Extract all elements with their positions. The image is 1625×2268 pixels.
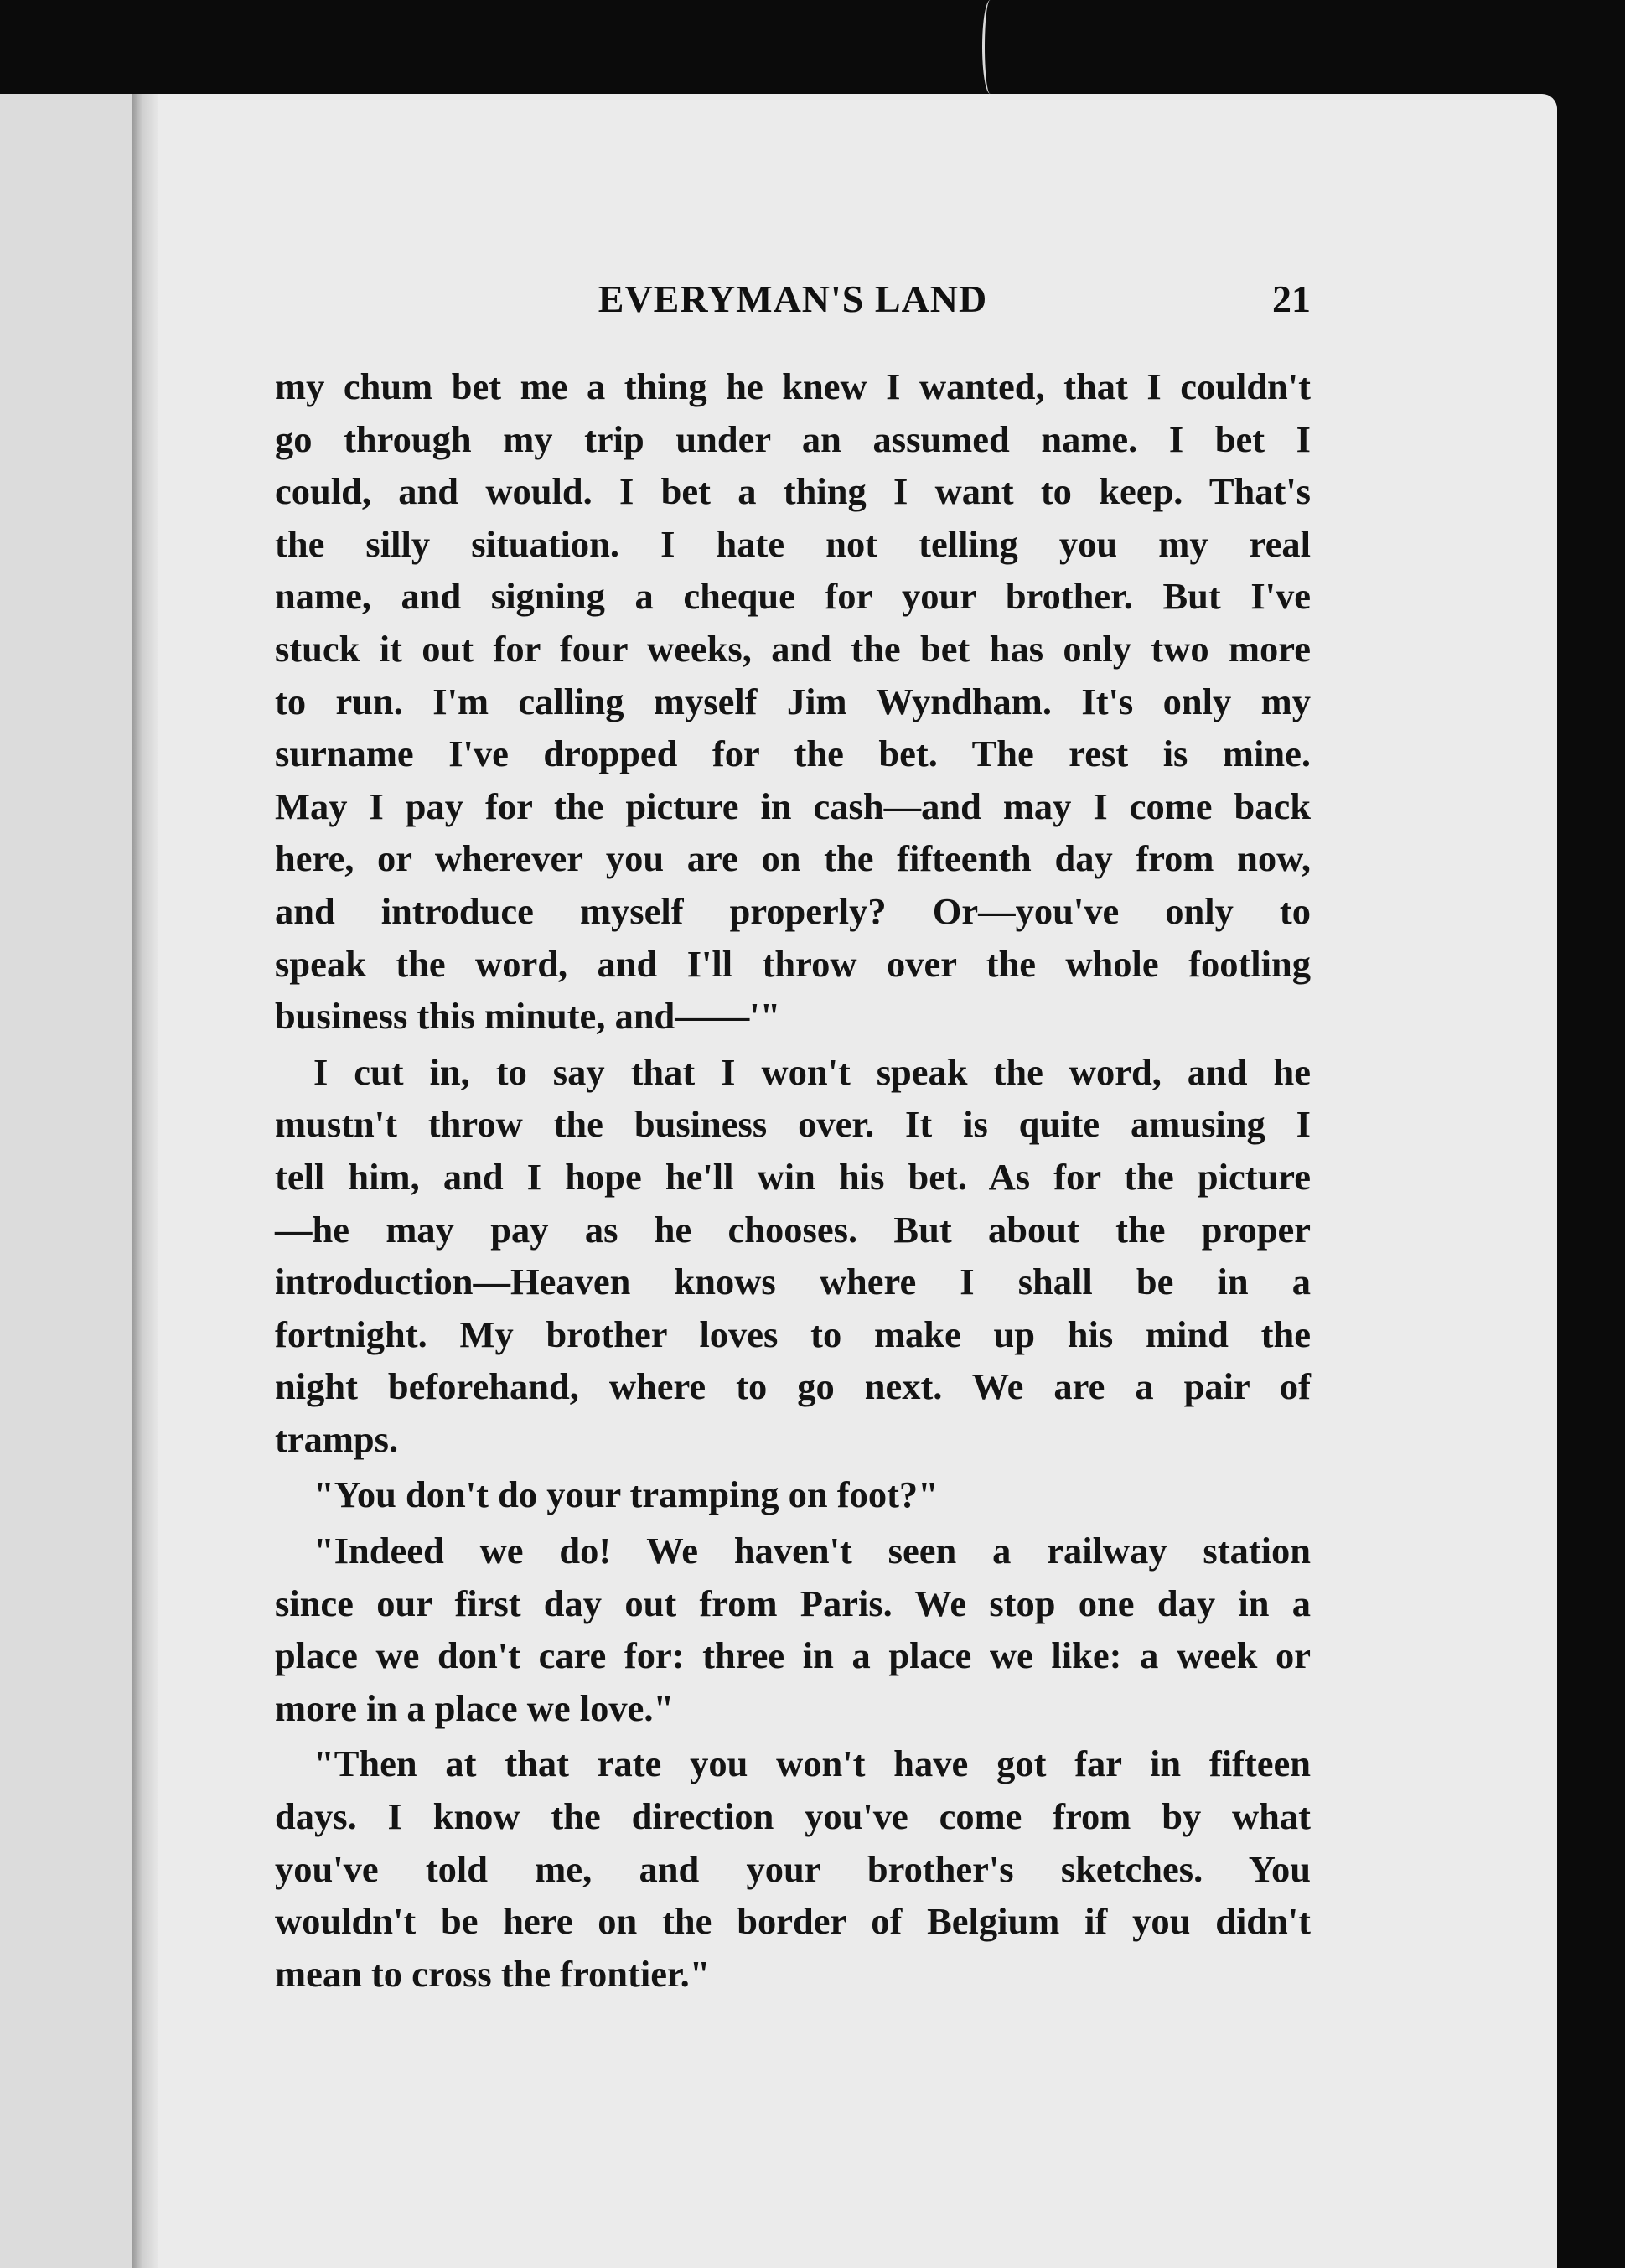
text-line: stuck it out for four weeks, and the bet has only two more bbox=[275, 627, 1311, 670]
text-line: tell him, and I hope he'll win his bet. As for the picture bbox=[275, 1155, 1311, 1198]
text-line: here, or wherever you are on the fifteenth day from now, bbox=[275, 837, 1311, 880]
text-line: my chum bet me a thing he knew I wanted, that I couldn't bbox=[275, 365, 1311, 407]
text-line: to run. I'm calling myself Jim Wyndham. It's only my bbox=[275, 680, 1311, 722]
page-number: 21 bbox=[1272, 277, 1311, 320]
text-line: days. I know the direction you've come from by what bbox=[275, 1795, 1311, 1838]
text-line: since our first day out from Paris. We stop one day in a bbox=[275, 1582, 1311, 1624]
text-line: mean to cross the frontier." bbox=[275, 1952, 711, 1995]
text-line: more in a place we love." bbox=[275, 1686, 675, 1729]
text-line: place we don't care for: three in a place we like: a week or bbox=[275, 1634, 1311, 1677]
text-line: go through my trip under an assumed name. I bet I bbox=[275, 417, 1311, 460]
text-line: speak the word, and I'll throw over the whole footling bbox=[275, 942, 1311, 985]
text-line: could, and would. I bet a thing I want to keep. That's bbox=[275, 470, 1311, 513]
text-line: —he may pay as he chooses. But about the proper bbox=[275, 1208, 1311, 1251]
text-line: the silly situation. I hate not telling you my real bbox=[275, 522, 1311, 565]
text-line: name, and signing a cheque for your brother. But I've bbox=[275, 575, 1311, 618]
text-line: night beforehand, where to go next. We are a pair of bbox=[275, 1365, 1311, 1408]
text-line: business this minute, and——'" bbox=[275, 995, 781, 1038]
running-head: EVERYMAN'S LAND bbox=[598, 277, 988, 320]
text-line: "You don't do your tramping on foot?" bbox=[313, 1473, 939, 1516]
facing-page-edge bbox=[0, 94, 132, 2268]
text-line: May I pay for the picture in cash—and may I come back bbox=[275, 784, 1311, 827]
page-gutter bbox=[132, 94, 158, 2268]
text-line: you've told me, and your brother's sketches. You bbox=[275, 1847, 1311, 1890]
text-line: tramps. bbox=[275, 1417, 399, 1460]
body-text bbox=[275, 360, 1311, 2000]
text-line: fortnight. My brother loves to make up his mind the bbox=[275, 1313, 1311, 1355]
text-line: wouldn't be here on the border of Belgium if you didn't bbox=[275, 1900, 1311, 1943]
page-header bbox=[275, 277, 1311, 335]
text-line: surname I've dropped for the bet. The rest is mine. bbox=[275, 733, 1311, 775]
text-line: and introduce myself properly? Or—you've only to bbox=[275, 889, 1311, 932]
text-line: I cut in, to say that I won't speak the word, and he bbox=[313, 1050, 1311, 1093]
text-line: "Indeed we do! We haven't seen a railway station bbox=[313, 1530, 1311, 1572]
scan-thread-artifact bbox=[982, 0, 998, 94]
text-line: mustn't throw the business over. It is quite amusing I bbox=[275, 1103, 1311, 1146]
text-line: introduction—Heaven knows where I shall be in a bbox=[275, 1261, 1311, 1303]
text-line: "Then at that rate you won't have got far in fifteen bbox=[313, 1742, 1311, 1785]
